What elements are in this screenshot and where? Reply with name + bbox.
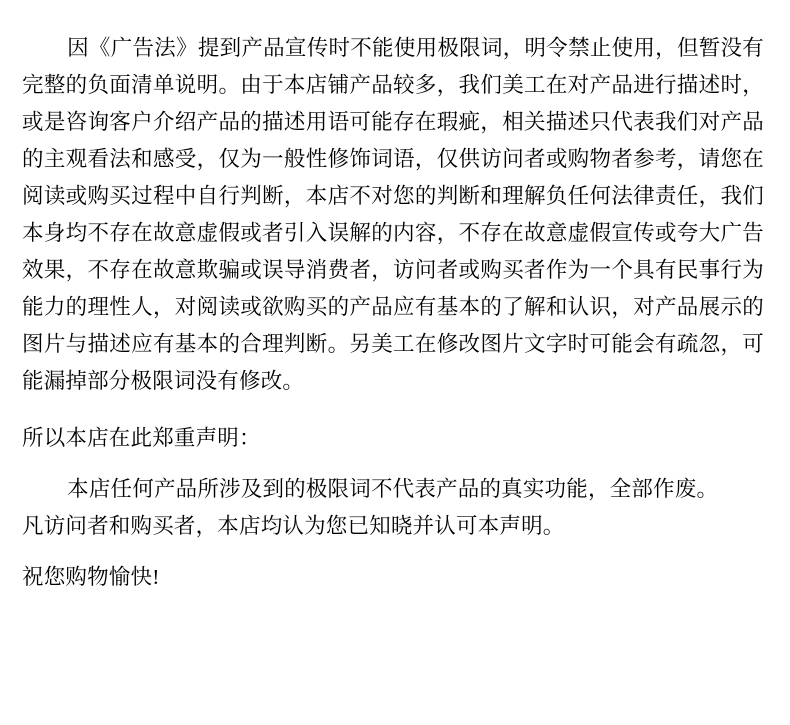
disclaimer-paragraph: 因《广告法》提到产品宣传时不能使用极限词，明令禁止使用，但暂没有完整的负面清单说明。由于本店铺产品较多，我们美工在对产品进行描述时，或是咨询客户介绍产品的描述用语可能存在瑕疵，相关描述只代表我们对产品的主观看法和感受，仅为一般性修饰词语，仅供访问者或购物者参考，请您在阅读或购买过程中自行判断，本店不对您的判断和理解负任何法律责任，我们本身均不存在故意虚假或者引入误解的内容，不存在故意虚假宣传或夸大广告效果，不存在故意欺骗或误导消费者，访问者或购买者作为一个具有民事行为能力的理性人，对阅读或欲购买的产品应有基本的了解和认识，对产品展示的图片与描述应有基本的合理判断。另美工在修改图片文字时可能会有疏忽，可能漏掉部分极限词没有修改。 [22,36,764,393]
statement-body-continued: 凡访问者和购买者，本店均认为您已知晓并认可本声明。 [22,513,565,538]
spacer [22,400,764,420]
spacer [22,457,764,471]
spacer [22,545,764,559]
statement-body-indented: 本店任何产品所涉及到的极限词不代表产品的真实功能，全部作废。 [67,476,719,501]
document-body [22,30,764,596]
closing-line: 祝您购物愉快! [22,564,160,589]
statement-heading: 所以本店在此郑重声明： [22,425,261,450]
